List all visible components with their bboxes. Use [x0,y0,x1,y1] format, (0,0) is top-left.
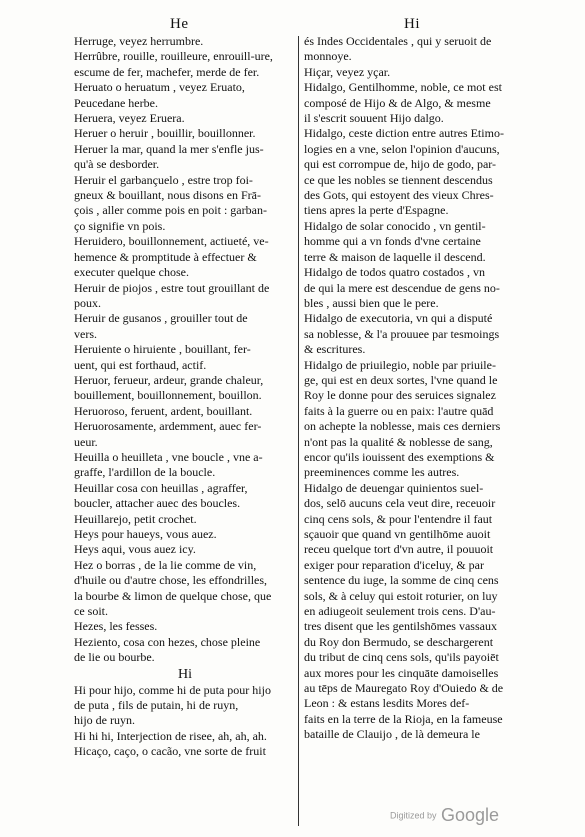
text-line: des Gots, qui estoyent des vieux Chres- [304,188,494,203]
text-line: Heuillarejo, petit crochet. [74,511,197,526]
text-line: Heuillar cosa con heuillas , agraffer, [74,480,248,495]
text-line: boucler, attacher auec des boucles. [74,496,241,511]
text-line: graffe, l'ardillon de la boucle. [74,465,216,480]
running-header-right: Hi [404,16,420,32]
text-line: sols, & à celuy qui estoit roturier, on luy [304,588,498,603]
text-line: Hidalgo de executoria, vn qui a disputé [304,311,493,326]
text-line: n'ont pas la qualité & noblesse de sang, [304,434,493,449]
text-line: Heruir el garbançuelo , estre trop foi- [74,172,253,187]
text-line: il s'escrit souuent Hijo dalgo. [304,111,444,126]
text-line: sentence du iuge, la somme de cinq cens [304,573,499,588]
watermark-small-text: Digitized by [390,810,437,821]
text-line: du tribut de cinq cens sols, qu'ils payoiēt [304,650,499,665]
text-line: Hezes, les fesses. [74,619,158,634]
text-line: dos, selō aucuns cela veut dire, receuoir [304,496,496,511]
text-line: du Roy don Bermudo, se deschargerent [304,634,494,649]
text-line: vers. [74,326,97,341]
text-line: Hi pour hijo, comme hi de puta pour hijo [74,682,271,697]
text-line: ge, qui est en deux sortes, l'vne quand le [304,372,498,387]
text-line: faits en la terre de la Rioja, en la fameuse [304,711,503,726]
text-line: qu'à se desborder. [74,157,160,172]
text-line: Herrûbre, rouille, rouilleure, enrouill-ure, [74,49,273,64]
text-line: monnoye. [304,49,352,64]
text-line: tres disent que les gentilshōmes vassaux [304,619,497,634]
text-line: receu quelque tort d'vn autre, il pouuoit [304,542,494,557]
text-line: Heruer o heruir , bouillir, bouillonner. [74,126,256,141]
text-line: ço signifie vn pois. [74,218,166,233]
text-line: faits à la guerre ou en paix: l'autre quād [304,403,494,418]
text-line: hijo de ruyn. [74,713,135,728]
text-line: en adiugeoit seulement trois cens. D'au- [304,604,496,619]
text-line: Heziento, cosa con hezes, chose pleine [74,634,261,649]
text-line: Heruidero, bouillonnement, actiueté, ve- [74,234,269,249]
text-line: de qui la mere est descendue de gens no- [304,280,500,295]
text-line: gneux & bouillant, nous disons en Frā- [74,188,261,203]
text-line: ce que les nobles se tiennent descendus [304,172,493,187]
text-line: executer quelque chose. [74,265,189,280]
text-line: exiger pour reparation d'iceluy, & par [304,557,484,572]
text-line: Heruer la mar, quand la mer s'enfle jus- [74,141,264,156]
google-watermark [390,805,499,826]
text-line: Hi hi hi, Interjection de risee, ah, ah, ah. [74,728,267,743]
text-line: Hicaço, caço, o cacão, vne sorte de fruit [74,744,266,759]
text-line: Roy le donne pour des seruices signalez [304,388,496,403]
text-line: Heuilla o heuilleta , vne boucle , vne a- [74,449,263,464]
text-line: Hidalgo, Gentilhomme, noble, ce mot est [304,80,502,95]
text-line: & escritures. [304,342,366,357]
text-line: sçauoir que quand vn gentilhōme auoit [304,527,491,541]
text-line: escume de fer, machefer, merde de fer. [74,64,260,79]
text-line: composé de Hijo & de Algo, & mesme [304,95,491,110]
text-line: Peucedane herbe. [74,95,158,110]
text-line: Heruir de piojos , estre tout grouillant de [74,280,270,295]
text-line: Heruorosamente, ardemment, auec fer- [74,419,262,434]
text-line: Leon : & estans lesdits Mores def- [304,696,470,711]
text-line: Heruiente o hiruiente , bouillant, fer- [74,342,251,357]
text-line: cinq cens sols, & pour l'entendre il faut [304,511,493,526]
text-line: Hidalgo, ceste diction entre autres Etimo- [304,126,504,141]
text-line: bles , aussi bien que le pere. [304,295,439,310]
text-line: aux mores pour les cinquāte damoiselles [304,665,499,680]
text-line: Heruoroso, feruent, ardent, bouillant. [74,403,253,418]
text-line: sa noblesse, & l'a prouuee par tesmoings [304,326,500,341]
text-line: ce soit. [74,604,108,619]
text-line: on achepte la noblesse, mais ces derniers [304,419,501,434]
watermark-logo-text: Google [440,805,500,825]
text-line: Heruera, veyez Eruera. [74,111,185,126]
text-line: homme qui a vn fonds d'vne certaine [304,234,481,249]
text-line: bouillement, bouillonnement, bouillon. [74,388,262,403]
text-line: Hidalgo de deuengar quinientos suel- [304,480,484,495]
text-line: de lie ou bourbe. [74,650,155,665]
text-line: terre & maison de laquelle il descend. [304,249,486,264]
text-line: Heys aqui, vous auez icy. [74,542,196,557]
text-line: ueur. [74,434,98,449]
column-divider [298,36,299,826]
right-column [304,34,526,743]
text-line: uent, qui est forthaud, actif. [74,357,207,372]
text-line: és Indes Occidentales , qui y seruoit de [304,34,492,48]
text-line: qui est corrompue de, hijo de godo, par- [304,157,497,172]
section-heading: Hi [178,666,192,682]
text-line: Hiçar, veyez yçar. [304,64,391,79]
text-line: Hidalgo de todos quatro costados , vn [304,265,485,280]
text-line: Hidalgo de solar conocido , vn gentil- [304,218,486,233]
text-line: poux. [74,295,101,310]
text-line: preeminences comme les autres. [304,465,460,480]
text-line: au tēps de Mauregato Roy d'Ouiedo & de [304,681,504,696]
text-line: Heys pour haueys, vous auez. [74,527,217,541]
text-line: Hidalgo de priuilegio, noble par priuile- [304,357,496,372]
text-line: logies en a vne, selon l'opinion d'aucuns, [304,141,500,156]
text-line: çois , aller comme pois en poit : garban- [74,203,267,218]
text-line: hemence & promptitude à effectuer & [74,249,257,264]
running-header-left: He [170,16,189,32]
text-line: d'huile ou d'autre chose, les effondrilles, [74,573,268,588]
text-line: Hez o borras , de la lie comme de vin, [74,557,257,572]
text-line: Heruir de gusanos , grouiller tout de [74,311,248,326]
text-line: Herruge, veyez herrumbre. [74,34,204,48]
text-line: encor qu'ils iouissent des exemptions & [304,449,495,464]
text-line: bataille de Clauijo , de là demeura le [304,727,480,742]
text-line: Heruato o heruatum , veyez Eruato, [74,80,245,95]
left-column [74,34,296,760]
text-line: Heruor, ferueur, ardeur, grande chaleur, [74,372,264,387]
text-line: de puta , fils de putain, hi de ruyn, [74,698,239,713]
text-line: tiens apres la perte d'Espagne. [304,203,449,218]
text-line: la bourbe & limon de quelque chose, que [74,588,272,603]
